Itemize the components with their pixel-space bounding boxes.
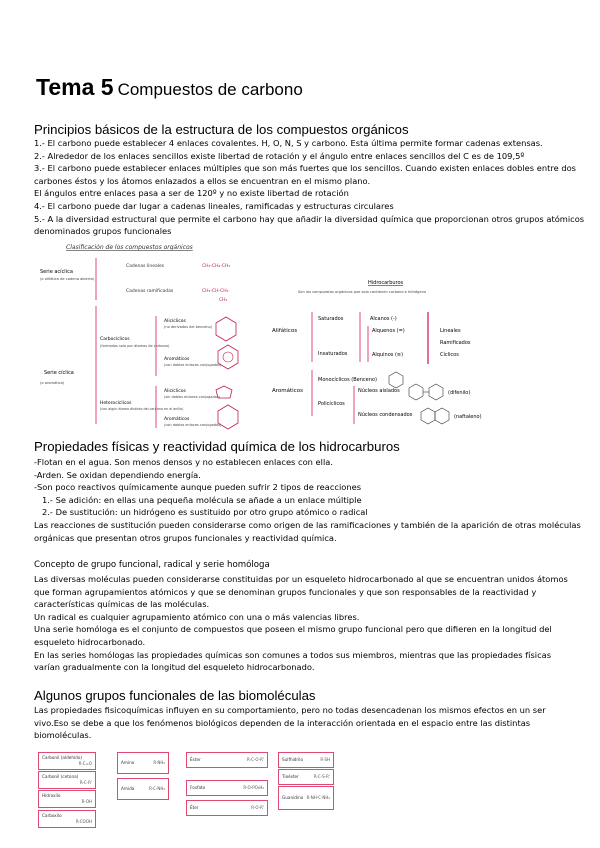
- heterociclicos-note: (con algún átomo distinto del carbono en el anillo): [100, 407, 184, 411]
- section2-body: [34, 456, 581, 544]
- nucleos-aislados: Núcleos aislados: [358, 388, 400, 394]
- serie-ciclica-note: (o aromática): [40, 381, 65, 385]
- s3-line: varían gradualmente con la longitud del esqueleto hidrocarbonado.: [34, 662, 315, 673]
- aromaticos1-note: (con dobles enlaces conjugados): [164, 363, 222, 367]
- group-box: Carbonil (cetona) R-C-R': [38, 771, 96, 789]
- s4-line: vivo.Eso se debe a que los fenómenos biológicos dependen de la interacción orientada en el espacio entre las distintas: [34, 717, 531, 728]
- s2-item-2: [34, 506, 572, 519]
- s1-line: 5.- A la diversidad estructural que permite el carbono hay que añadir la diversidad química que proporcionan otros grupos atómicos: [34, 213, 585, 224]
- serie-ciclica: Serie cíclica: [44, 370, 74, 376]
- s3-line: Un radical es cualquier agrupamiento atómico con una o más valencias libres.: [34, 611, 360, 622]
- s3-line: que forman agrupamientos atómicos y que se denominan grupos funcionales y que son responsables de la reactividad y: [34, 586, 537, 597]
- title-sub: Compuestos de carbono: [117, 80, 303, 99]
- alquenos: Alquenos (=): [372, 328, 405, 334]
- lineal-formula: CH₃-CH₂-CH₃: [202, 264, 231, 269]
- s2-item2-term: De sustitución: [55, 507, 115, 518]
- group-box: Amino R-NH₂: [117, 752, 169, 774]
- group-box: Hidroxilo R-OH: [38, 790, 96, 808]
- serie-aciclica: Serie acíclica: [40, 269, 73, 275]
- s2-line: -Arden. Se oxidan dependiendo energía.: [34, 469, 201, 480]
- ramificada-formula: CH₃-CH-CH₃: [202, 289, 229, 294]
- s2-line: -Flotan en el agua. Son menos densos y no establecen enlaces con ella.: [34, 457, 333, 467]
- s2-item1-num: 1.-: [42, 494, 53, 505]
- aliciclicos: Alicíclicos: [164, 319, 186, 324]
- s3-line: Las diversas moléculas pueden considerarse constituidas por un esqueleto hidrocarbonado al que se encuentran unidos átomos: [34, 574, 568, 584]
- s2-line: Las reacciones de sustitución pueden considerarse como origen de las ramificaciones y también de la aparición de otras moléculas: [34, 519, 581, 530]
- section3-heading: Concepto de grupo funcional, radical y serie homóloga: [34, 560, 270, 570]
- s1-line: El ángulos entre enlaces pasa a ser de 120º y no existe libertad de rotación: [34, 188, 349, 199]
- s1-line: 3.- El carbono puede establecer enlaces múltiples que son más fuertes que los sencillos. Cuando existen enlaces dobles entre dos: [34, 163, 576, 174]
- group-box: Éster R-C-O-R': [186, 752, 268, 768]
- classification-figure: [36, 240, 576, 430]
- hidro-title: Hidrocarburos: [368, 280, 404, 286]
- aliciclicos-note: (no derivados del benceno): [164, 325, 212, 329]
- s1-line: denominados grupos funcionales: [34, 226, 172, 237]
- aliciclicos2: Alicíclicos: [164, 389, 186, 394]
- group-box: Sulfhidrilo R-SH: [278, 752, 334, 768]
- s3-line: Una serie homóloga es el conjunto de compuestos que poseen el mismo grupo funcional pero que difieren en la longitud del: [34, 624, 552, 635]
- aromaticos: Aromáticos: [272, 388, 303, 394]
- s2-line: -Son poco reactivos químicamente aunque pueden sufrir 2 tipos de reacciones: [34, 482, 362, 493]
- section1-body: [34, 137, 585, 238]
- serie-aciclica-note: (o alifática de cadena abierta): [40, 277, 95, 281]
- ciclicos: Cíclicos: [440, 352, 459, 358]
- classification-diagram: [36, 240, 576, 430]
- aliciclicos2-note: (sin dobles enlaces conjugados): [164, 395, 221, 399]
- s2-item-1: [34, 494, 572, 507]
- alifaticos: Alifáticos: [272, 328, 298, 334]
- s4-line: biomoléculas.: [34, 730, 92, 741]
- aromaticos2-note: (con dobles enlaces conjugados): [164, 423, 222, 427]
- difenilo: (difenilo): [448, 390, 471, 396]
- section4-heading: Algunos grupos funcionales de las biomoléculas: [34, 688, 316, 703]
- s3-line: En las series homólogas las propiedades químicas son comunes a todos sus miembros, mientras que las propiedades físicas: [34, 649, 552, 660]
- s1-line: carbones éstos y los átomos enlazados a ellos se encuentran en el mismo plano.: [34, 175, 371, 186]
- fig-title: Clasificación de los compuestos orgánicos: [66, 244, 193, 251]
- cadenas-ramificadas: Cadenas ramificadas: [126, 289, 174, 294]
- s1-line: 4.- El carbono puede dar lugar a cadenas lineales, ramificadas y estructuras circulares: [34, 200, 394, 211]
- s1-line: 1.- El carbono puede establecer 4 enlaces covalentes. H, O, N, S y carbono. Esta última permite formar cadenas extensas.: [34, 138, 543, 148]
- cadenas-lineales: Cadenas lineales: [126, 264, 165, 269]
- group-box: Tioéster R-C-S-R': [278, 769, 334, 785]
- title-main: Tema 5: [36, 74, 114, 100]
- saturados: Saturados: [318, 316, 344, 322]
- insaturados: Insaturados: [318, 351, 348, 357]
- group-box: Éter R-O-R': [186, 800, 268, 816]
- s3-line: características químicas de las moléculas.: [34, 599, 210, 610]
- alcanos: Alcanos (-): [370, 316, 397, 322]
- s2-item2-desc: : un hidrógeno es sustituido por otro grupo atómico o radical: [114, 507, 368, 518]
- s2-item1-term: Se adición: [55, 494, 99, 505]
- group-box: Carbonil (aldehído) R-C=O: [38, 752, 96, 770]
- s2-line: orgánicas que presentan otros grupos funcionales y reactividad química.: [34, 532, 337, 543]
- page-title: [36, 74, 303, 101]
- s1-line: 2.- Alrededor de los enlaces sencillos existe libertad de rotación y el ángulo entre enlaces sencillos del C es de 109,5º: [34, 150, 525, 161]
- naftaleno: (naftaleno): [454, 414, 482, 420]
- alquinos: Alquinos (≡): [372, 352, 404, 358]
- group-box: Guanidino R-NH-C-NH₂: [278, 786, 334, 810]
- policiclicos: Policíclicos: [318, 401, 345, 407]
- group-box: Carboxilo R-COOH: [38, 810, 96, 828]
- carbociclicos-note: (formados solo por átomos de carbono): [100, 344, 170, 348]
- ramificados: Ramificados: [440, 340, 471, 346]
- s4-line: Las propiedades fisicoquímicas influyen en su comportamiento, pero no todas desencadenan los mismos efectos en un ser: [34, 705, 546, 715]
- s2-item2-num: 2.-: [42, 507, 53, 518]
- group-box: Amida R-C-NH₂: [117, 778, 169, 800]
- section4-body: [34, 704, 572, 742]
- aromaticos2: Aromáticos: [164, 417, 190, 422]
- s2-item1-desc: : en ellas una pequeña molécula se añade a un enlace múltiple: [98, 494, 362, 505]
- aromaticos1: Aromáticos: [164, 357, 190, 362]
- carbociclicos: Carbocíclicos: [100, 337, 130, 342]
- group-box: Fosfato R-O-PO₃H₂: [186, 780, 268, 796]
- section1-heading: Principios básicos de la estructura de los compuestos orgánicos: [34, 122, 409, 137]
- monociclicos: Monocíclicos (Benceno): [318, 377, 377, 383]
- ramificada-sub: CH₃: [219, 298, 228, 303]
- hidro-desc: Son los compuestos orgánicos que solo contienen carbono e hidrógeno: [298, 290, 427, 294]
- s3-line: esqueleto hidrocarbonado.: [34, 636, 146, 647]
- nucleos-condensados: Núcleos condensados: [358, 412, 413, 418]
- heterociclicos: Heterocíclicos: [100, 401, 132, 406]
- section2-heading: Propiedades físicas y reactividad química de los hidrocarburos: [34, 439, 400, 454]
- section3-body: [34, 573, 572, 674]
- lineales: Lineales: [440, 328, 461, 334]
